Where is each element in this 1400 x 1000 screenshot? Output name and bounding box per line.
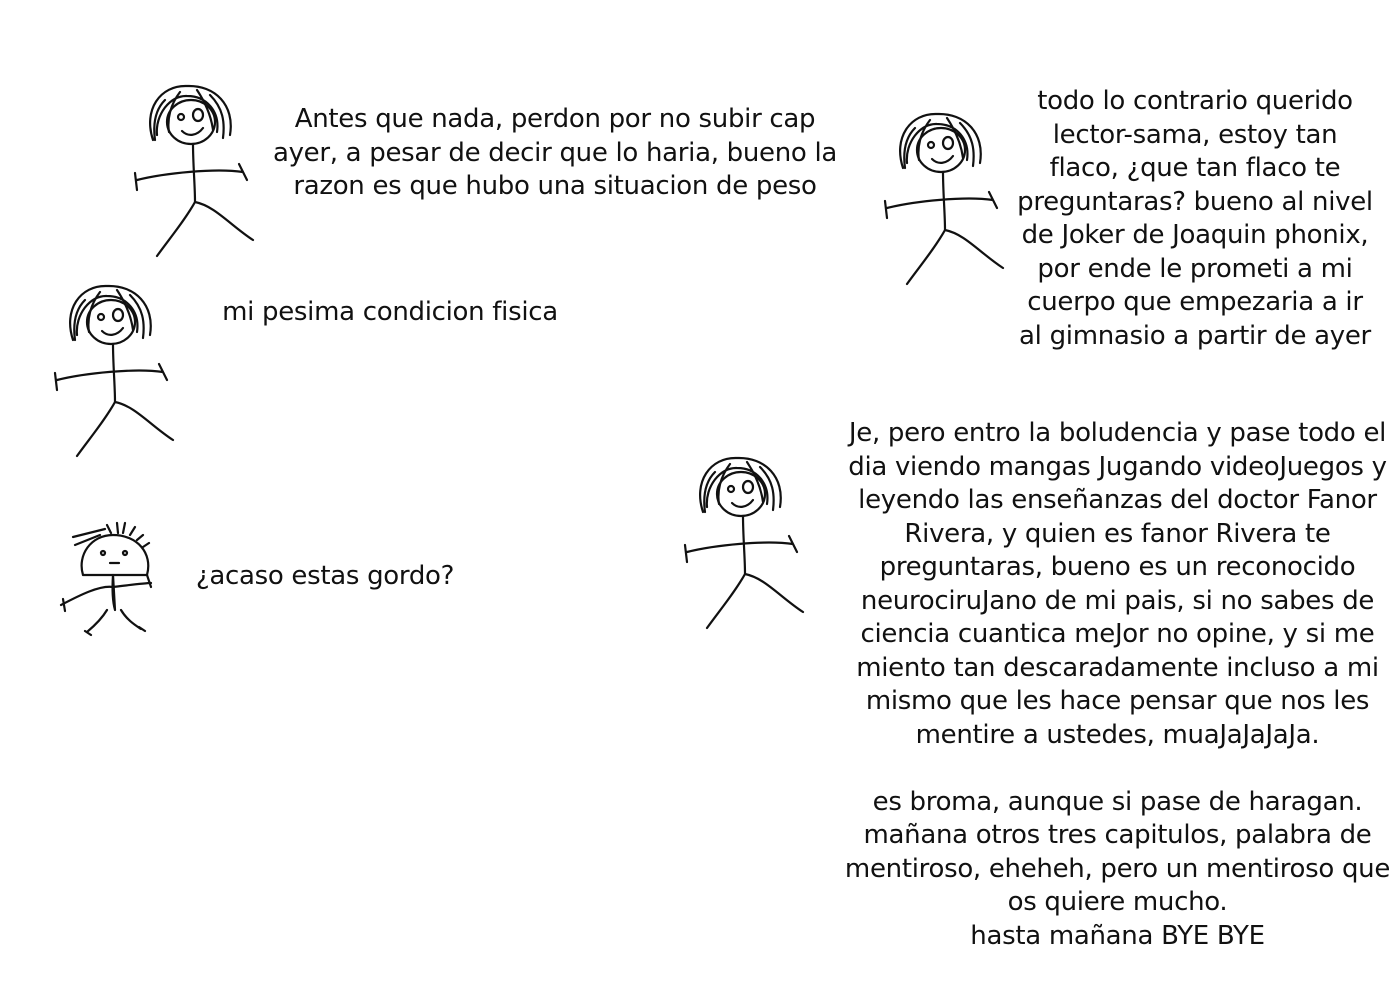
author-stick-figure — [125, 80, 265, 260]
panel-4-text: todo lo contrario querido lector-sama, estoy tan flaco, ¿que tan flaco te preguntaras? bueno al nivel de Joker de Joaquin phonix, por ende le prometi a mi cuerpo que empezaria a ir al gimnasio a partir de ayer — [1017, 86, 1373, 351]
author-stick-figure — [675, 452, 815, 632]
author-stick-figure — [45, 280, 185, 460]
author-stick-figure — [875, 108, 1015, 288]
panel-5-text: Je, pero entro la boludencia y pase todo el dia viendo mangas Jugando videoJuegos y leyendo las enseñanzas del doctor Fanor Rivera, y quien es fanor Rivera te preguntaras, bueno es un reconocido neurociruJano de mi pais, si no sabes de ciencia cuantica meJor no opine, y si me miento tan descaradamente incluso a mi mismo que les hace pensar que nos les mentire a ustedes, muaJaJaJaJa. es broma, aunque si pase de haragan. mañana otros tres capitulos, palabra de mentiroso, eheheh, pero un mentiroso que os quiere mucho. hasta mañana BYE BYE — [844, 418, 1391, 951]
panel-3-text: ¿acaso estas gordo? — [195, 561, 455, 591]
panel-1-text: Antes que nada, perdon por no subir cap ayer, a pesar de decir que lo haria, bueno la razon es que hubo una situacion de peso — [272, 104, 838, 201]
reader-stick-figure — [55, 515, 165, 640]
panel-2-text: mi pesima condicion fisica — [222, 297, 558, 327]
